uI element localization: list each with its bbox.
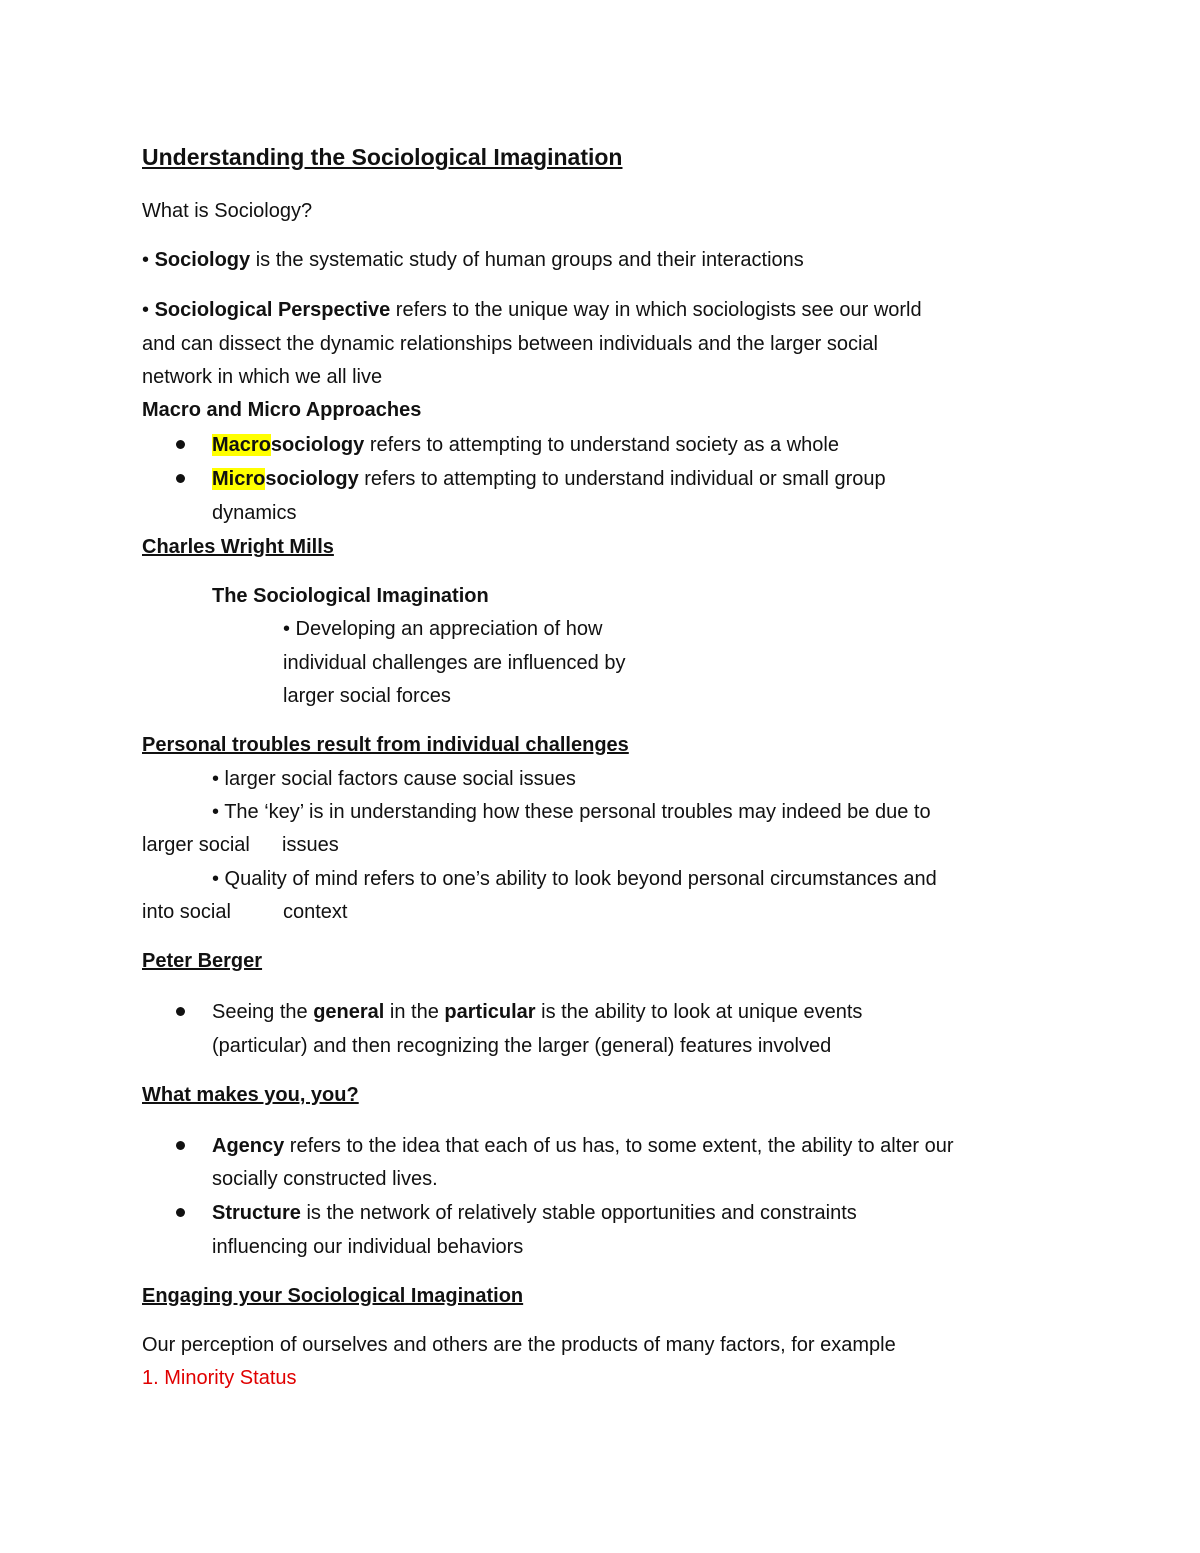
definition-text: refers to attempting to understand society as a whole xyxy=(364,434,839,456)
term-suffix: sociology xyxy=(270,434,365,456)
term-agency: Agency xyxy=(212,1135,285,1157)
mills-line-2: individual challenges are influenced by xyxy=(283,652,626,674)
definition-text: refers to the idea that each of us has, to some extent, the ability to alter our xyxy=(284,1135,954,1157)
text-run: Seeing the xyxy=(212,1001,314,1023)
berger-line-2: (particular) and then recognizing the larger (general) features involved xyxy=(212,1035,832,1057)
definition-text: is the network of relatively stable opportunities and constraints xyxy=(300,1202,857,1224)
troubles-line-3a: larger social xyxy=(142,834,250,856)
macrosociology-item xyxy=(212,432,839,458)
term-structure: Structure xyxy=(212,1202,301,1224)
term-general: general xyxy=(313,1001,385,1023)
macro-micro-heading: Macro and Micro Approaches xyxy=(142,399,422,421)
agency-item xyxy=(212,1133,954,1159)
term-sociology: Sociology xyxy=(154,249,251,271)
intro-question: What is Sociology? xyxy=(142,200,313,222)
bullet-dot xyxy=(176,474,185,483)
microsociology-line-2: dynamics xyxy=(212,502,297,524)
perspective-line-3: network in which we all live xyxy=(142,366,383,388)
structure-item xyxy=(212,1200,857,1226)
bullet-glyph: • xyxy=(142,299,150,321)
bullet-dot xyxy=(176,1007,185,1016)
troubles-line-1: • larger social factors cause social issues xyxy=(212,768,576,790)
numbered-item-minority-status: 1. Minority Status xyxy=(142,1367,297,1389)
highlight-macro: Macro xyxy=(212,434,271,456)
berger-heading: Peter Berger xyxy=(142,950,263,972)
structure-line-2: influencing our individual behaviors xyxy=(212,1236,524,1258)
sociology-definition xyxy=(142,247,804,273)
makes-you-heading: What makes you, you? xyxy=(142,1084,359,1106)
bullet-dot xyxy=(176,1208,185,1217)
troubles-heading: Personal troubles result from individual challenges xyxy=(142,734,629,756)
mills-heading: Charles Wright Mills xyxy=(142,536,334,558)
microsociology-item xyxy=(212,466,886,492)
troubles-line-5a: into social xyxy=(142,901,231,923)
perspective-line-2: and can dissect the dynamic relationships between individuals and the larger social xyxy=(142,333,878,355)
engaging-text: Our perception of ourselves and others are the products of many factors, for example xyxy=(142,1334,896,1356)
berger-item xyxy=(212,999,862,1025)
term-particular: particular xyxy=(444,1001,536,1023)
term-sociological-perspective: Sociological Perspective xyxy=(154,299,391,321)
mills-subheading: The Sociological Imagination xyxy=(212,585,489,607)
agency-line-2: socially constructed lives. xyxy=(212,1168,438,1190)
definition-text: is the systematic study of human groups and their interactions xyxy=(250,249,804,271)
term-suffix: sociology xyxy=(265,468,359,490)
engaging-heading: Engaging your Sociological Imagination xyxy=(142,1285,524,1307)
definition-text: refers to attempting to understand individual or small group xyxy=(358,468,886,490)
bullet-dot xyxy=(176,440,185,449)
troubles-line-4: • Quality of mind refers to one’s ability to look beyond personal circumstances and xyxy=(212,868,937,890)
troubles-line-5b: context xyxy=(283,901,348,923)
definition-text: refers to the unique way in which sociologists see our world xyxy=(390,299,922,321)
bullet-dot xyxy=(176,1141,185,1150)
text-run: is the ability to look at unique events xyxy=(535,1001,863,1023)
perspective-definition xyxy=(142,297,922,323)
mills-line-1: • Developing an appreciation of how xyxy=(283,618,603,640)
mills-line-3: larger social forces xyxy=(283,685,451,707)
text-run: in the xyxy=(384,1001,445,1023)
highlight-micro: Micro xyxy=(212,468,266,490)
bullet-glyph: • xyxy=(142,249,150,271)
page-title: Understanding the Sociological Imagination xyxy=(142,144,623,170)
troubles-line-3b: issues xyxy=(282,834,339,856)
troubles-line-2: • The ‘key’ is in understanding how these personal troubles may indeed be due to xyxy=(212,801,931,823)
